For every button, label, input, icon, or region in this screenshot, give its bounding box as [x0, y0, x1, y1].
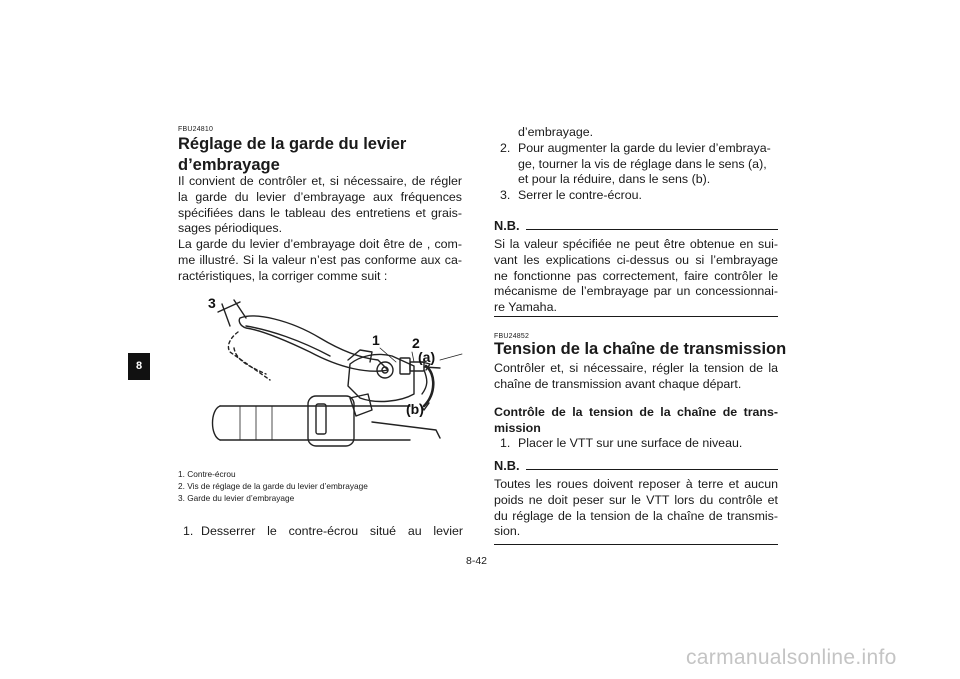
text-line: ge, tourner la vis de réglage dans le sens (a),: [518, 156, 767, 171]
nb-note-1-body: [494, 237, 778, 316]
text-line: ne fonctionne pas correctement, faire contrôler le: [494, 268, 778, 283]
lever-dashed-outline-2: [234, 348, 266, 374]
section-heading: Tension de la chaîne de transmission: [494, 340, 787, 358]
legend-item: 1. Contre-écrou: [178, 469, 236, 479]
grip-ridge: [240, 406, 272, 440]
switch-button: [316, 404, 326, 434]
nb-note-2-title: [494, 458, 778, 473]
clutch-lever-illustration: [200, 290, 470, 460]
text-line: du réglage de la tension de la chaîne de transmis-: [494, 508, 778, 523]
intro-paragraph: [178, 174, 462, 285]
text-line: la garde du levier d’embrayage aux fréquences: [178, 189, 462, 204]
sub-step-1: [500, 436, 784, 452]
callout-2: 2: [412, 335, 420, 351]
text-line: mission: [494, 420, 541, 435]
text-line: me illustré. Si la valeur n’est pas conforme aux ca-: [178, 252, 462, 267]
text-line: Contrôle de la tension de la chaîne de trans-: [494, 405, 778, 419]
step-text: [518, 141, 778, 188]
step-1-continued: d’embrayage.: [518, 125, 594, 139]
section-heading: [178, 134, 468, 176]
text-line: Si la valeur spécifiée ne peut être obtenue en sui-: [494, 237, 778, 251]
nb-rule: [526, 469, 778, 470]
callout-3: 3: [208, 295, 216, 311]
section-code: FBU24852: [494, 333, 530, 340]
text-line: spécifiées dans le tableau des entretiens et grais-: [178, 205, 462, 220]
text-line: Il convient de contrôler et, si nécessaire, de régler: [178, 174, 462, 188]
lever-outline: [239, 316, 388, 371]
step-text: Desserrer le contre-écrou situé au levier: [201, 524, 463, 538]
step-3: [494, 188, 778, 204]
nb-note-1-title: [494, 218, 778, 233]
cable-end: [422, 370, 427, 394]
step-text: Serrer le contre-écrou.: [518, 188, 642, 203]
text-line: vant les explications ci-dessus ou si l’embrayage: [494, 252, 778, 267]
figure-legend: [178, 468, 368, 504]
text-line: ractéristiques, la corriger comme suit :: [178, 268, 388, 283]
nb-note-2-body: [494, 477, 778, 540]
text-line: Contrôler et, si nécessaire, régler la tension de la: [494, 361, 778, 375]
leader-line: [412, 352, 414, 362]
text-line: chaîne de transmission avant chaque départ.: [494, 376, 742, 391]
heading-line: d’embrayage: [178, 156, 280, 174]
step-number: 2.: [500, 140, 511, 155]
sub-heading: [494, 405, 778, 437]
text-line: sages périodiques.: [178, 221, 283, 236]
heading-line: Réglage de la garde du levier: [178, 135, 407, 153]
callout-b: (b): [406, 401, 424, 417]
text-line: Pour augmenter la garde du levier d’embraya-: [518, 140, 771, 155]
legend-item: 3. Garde du levier d’embrayage: [178, 493, 295, 503]
leader-line: [440, 354, 462, 360]
watermark-text: carmanualsonline.info: [686, 646, 897, 669]
intro-paragraph: [494, 361, 778, 393]
step-number: 1.: [183, 524, 194, 538]
nb-label: N.B.: [494, 218, 520, 233]
wire: [372, 422, 440, 438]
step-number: 3.: [500, 188, 511, 203]
nb-note-2-end-rule: [494, 544, 778, 545]
text-line: et pour la réduire, dans le sens (b).: [518, 172, 711, 187]
callout-1: 1: [372, 332, 380, 348]
page-number: 8-42: [466, 555, 488, 567]
perch-body: [348, 354, 414, 401]
lever-dashed-outline: [228, 332, 270, 380]
legend-item: 2. Vis de réglage de la garde du levier d’embrayage: [178, 481, 368, 491]
clamp-bolt: [350, 394, 372, 416]
chapter-tab: 8: [128, 353, 150, 380]
steps-continued: [494, 125, 778, 204]
nb-note-1-end-rule: [494, 316, 778, 317]
dimension-arrow: [218, 302, 240, 312]
step-2: [494, 141, 778, 188]
switch-housing: [308, 396, 354, 446]
callout-a: (a): [418, 349, 436, 365]
text-line: mécanisme de l’embrayage par un concessionnai-: [494, 284, 778, 299]
step-text: Placer le VTT sur une surface de niveau.: [518, 436, 743, 450]
nb-rule: [526, 229, 778, 230]
grip-end: [213, 406, 221, 440]
nb-label: N.B.: [494, 458, 520, 473]
step-number: 1.: [500, 436, 511, 450]
step-1: [183, 524, 463, 540]
text-line: Toutes les roues doivent reposer à terre et aucun: [494, 477, 778, 491]
section-code: FBU24810: [178, 126, 214, 133]
text-line: poids ne doit peser sur le VTT lors du contrôle et: [494, 492, 778, 507]
text-line: re Yamaha.: [494, 300, 557, 315]
text-line: La garde du levier d’embrayage doit être de , com-: [178, 237, 462, 252]
text-line: sion.: [494, 524, 521, 539]
